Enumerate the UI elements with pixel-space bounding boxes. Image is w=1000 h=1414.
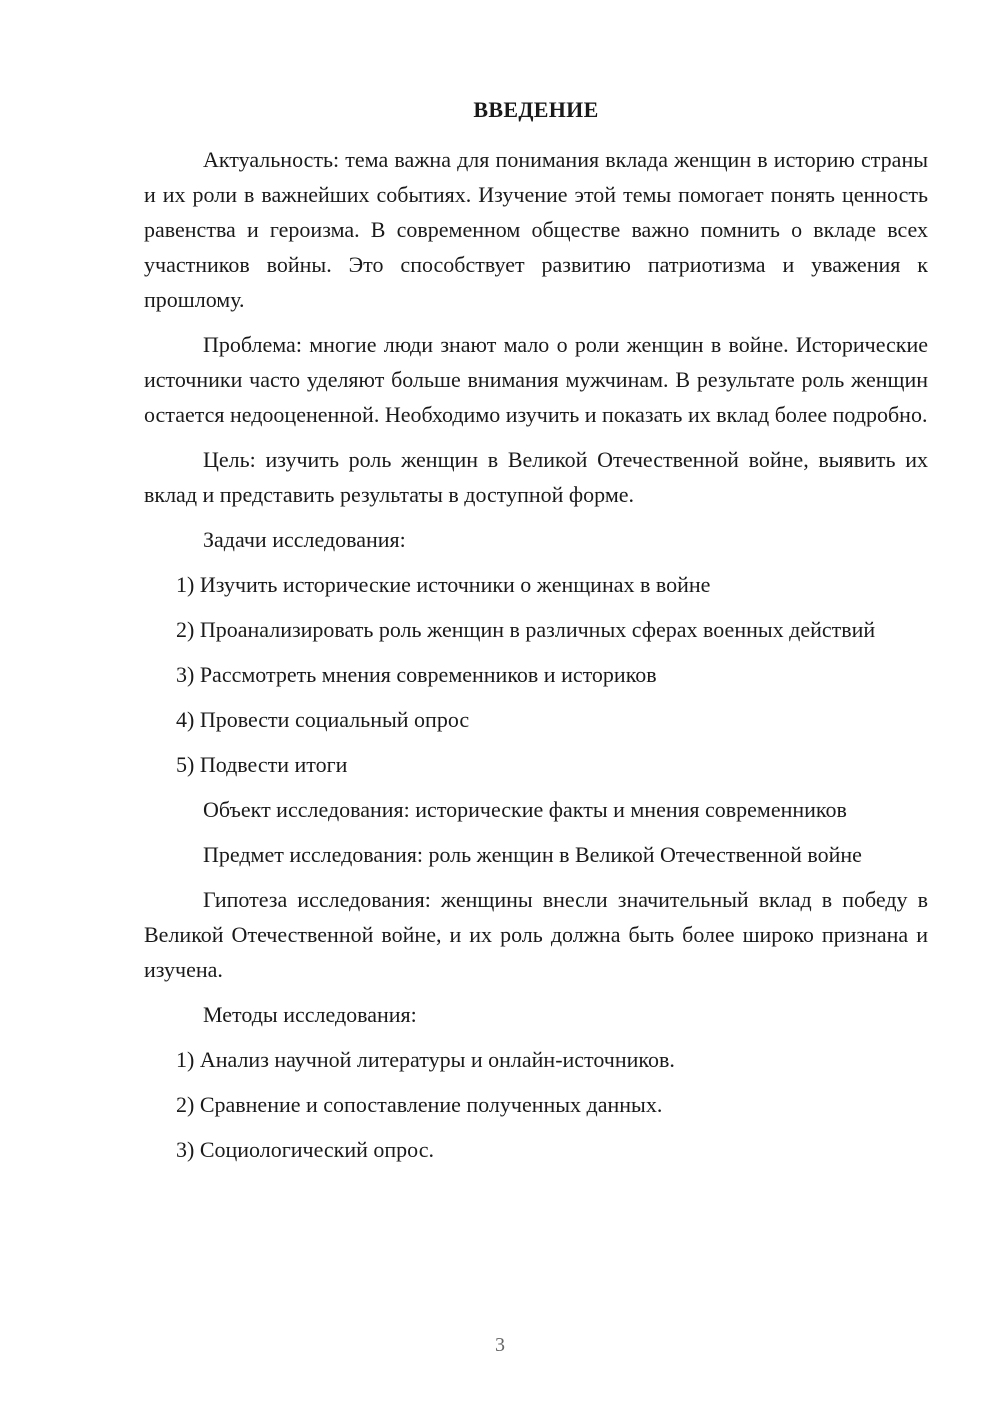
hypothesis-paragraph: Гипотеза исследования: женщины внесли значительный вклад в победу в Великой Отечественной войне, и их роль должна быть более широко признана и изучена. [144,887,928,982]
task-item: 2) Проанализировать роль женщин в различных сферах военных действий [176,617,876,642]
tasks-heading: Задачи исследования: [203,527,406,552]
task-item: 1) Изучить исторические источники о женщинах в войне [176,572,711,597]
page-number: 3 [495,1334,505,1356]
task-item: 4) Провести социальный опрос [176,707,470,732]
method-item: 1) Анализ научной литературы и онлайн-источников. [176,1047,675,1072]
document-page [144,96,928,1177]
subject-paragraph: Предмет исследования: роль женщин в Великой Отечественной войне [203,842,862,867]
task-item: 3) Рассмотреть мнения современников и историков [176,662,657,687]
problem-paragraph: Проблема: многие люди знают мало о роли женщин в войне. Исторические источники часто уделяют больше внимания мужчинам. В результате роль женщин остается недооцененной. Необходимо изучить и показать их вклад более подробно. [144,332,928,427]
goal-paragraph: Цель: изучить роль женщин в Великой Отечественной войне, выявить их вклад и представить результаты в доступной форме. [144,447,928,507]
method-item: 2) Сравнение и сопоставление полученных данных. [176,1092,663,1117]
page-title: ВВЕДЕНИЕ [473,97,599,122]
method-item: 3) Социологический опрос. [176,1137,434,1162]
methods-heading: Методы исследования: [203,1002,417,1027]
object-paragraph: Объект исследования: исторические факты и мнения современников [203,797,847,822]
task-item: 5) Подвести итоги [176,752,348,777]
relevance-paragraph: Актуальность: тема важна для понимания вклада женщин в историю страны и их роли в важнейших событиях. Изучение этой темы помогает понять ценность равенства и героизма. В современном обществе важно помнить о вкладе всех участников войны. Это способствует развитию патриотизма и уважения к прошлому. [144,147,928,312]
